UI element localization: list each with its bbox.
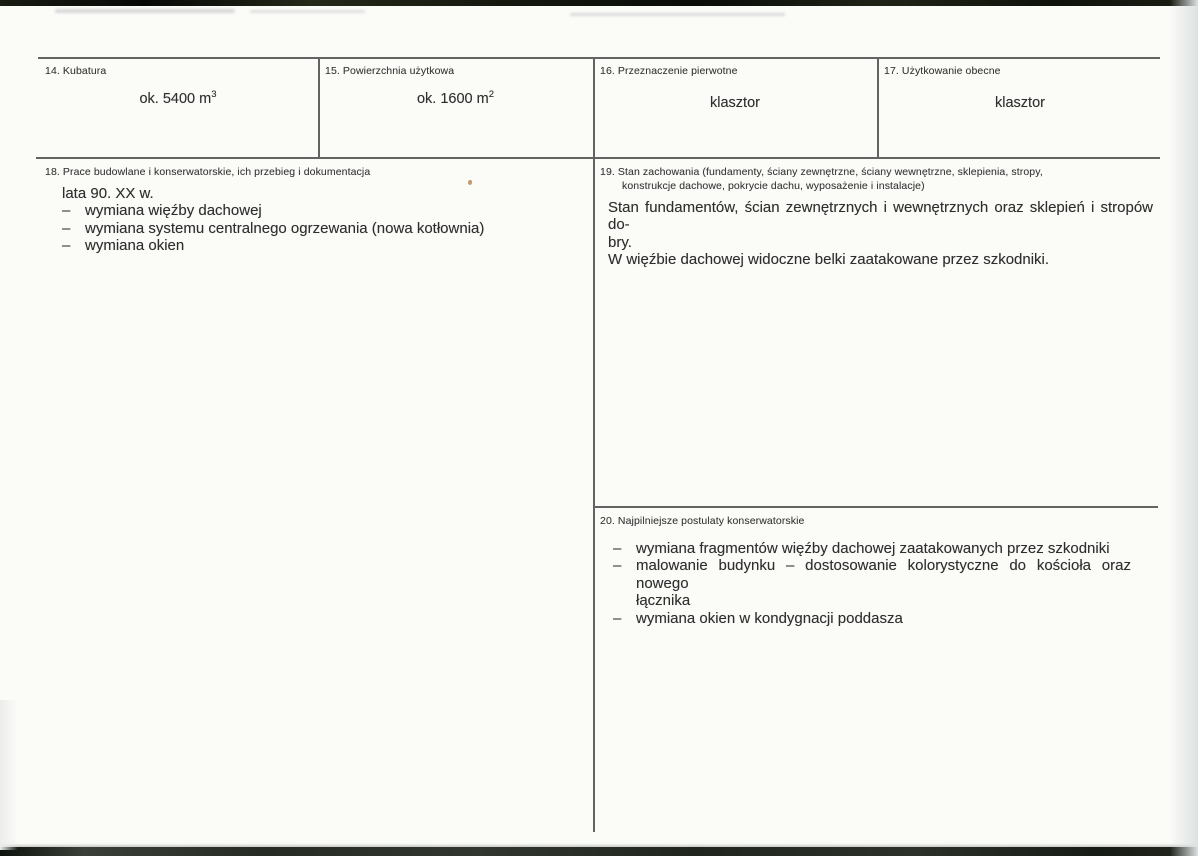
field-19-text-line1: Stan fundamentów, ścian zewnętrznych i wewnętrznych oraz sklepień i stropów do- [608,199,1153,234]
bleed-through-mark [570,13,785,16]
field-19-text-line2: bry. [608,233,632,251]
field-18-intro: lata 90. XX w. [62,185,154,202]
list-item [62,220,582,237]
field-14-kubatura [38,58,318,157]
field-14-value-text: ok. 5400 m [139,91,212,107]
list-item [613,610,1131,627]
field-15-value-text: ok. 1600 m [416,91,489,107]
field-17-label: 17. Użytkowanie obecne [884,65,1001,77]
field-15-powierzchnia [318,58,593,157]
field-18-label: 18. Prace budowlane i konserwatorskie, ich przebieg i dokumentacja [45,166,371,178]
field-16-przeznaczenie [593,58,877,157]
list-item-text [636,557,1131,609]
dash-marker: – [613,540,622,557]
field-15-label: 15. Powierzchnia użytkowa [325,65,455,77]
scan-edge-band-top [0,0,1198,6]
field-16-value: klasztor [710,95,760,111]
field-19-stan-zachowania [593,159,1163,506]
field-14-label: 14. Kubatura [45,65,107,77]
field-19-content [608,199,1153,269]
list-item [62,202,582,219]
field-17-uzytkowanie [877,58,1163,157]
field-19-label-line1: 19. Stan zachowania (fundamenty, ściany zewnętrzne, ściany wewnętrzne, sklepienia, stropy, [600,166,1043,178]
field-14-value [38,91,318,107]
field-20-content [613,540,1131,627]
list-item [62,237,582,254]
dash-marker: – [613,609,622,627]
bleed-through-mark [55,9,235,13]
field-15-value [318,91,593,107]
list-item-text: wymiana fragmentów więźby dachowej zaatakowanych przez szkodniki [636,540,1110,557]
scan-edge-shading-left [0,700,18,850]
field-18-prace-budowlane [38,159,593,829]
dash-marker: – [62,202,71,220]
field-20-label: 20. Najpilniejsze postulaty konserwatorskie [600,515,805,527]
field-19-text-line3: W więźbie dachowej widoczne belki zaatakowane przez szkodniki. [608,251,1050,269]
list-item-text-line1: malowanie budynku – dostosowanie kolorystyczne do kościoła oraz nowego [636,557,1131,592]
field-20-postulaty [593,508,1163,832]
field-14-value-sup: 3 [211,89,217,101]
scan-edge-band-bottom [0,847,1198,856]
list-item-text: wymiana systemu centralnego ogrzewania (nowa kotłownia) [85,219,485,237]
field-18-content [62,185,582,255]
dash-marker: – [62,219,71,237]
list-item [613,557,1131,609]
list-item-text: wymiana więźby dachowej [85,202,262,220]
list-item-text: wymiana okien w kondygnacji poddasza [636,609,903,627]
field-17-value: klasztor [995,95,1045,111]
field-19-label-line2: konstrukcje dachowe, pokrycie dachu, wyposażenie i instalacje) [622,179,925,192]
field-19-label [593,159,1163,193]
field-15-value-sup: 2 [488,89,495,101]
list-item [613,540,1131,557]
dash-marker: – [62,237,71,255]
bleed-through-mark [250,10,365,13]
list-item-text: wymiana okien [85,237,185,255]
dash-marker: – [613,557,622,575]
field-16-label: 16. Przeznaczenie pierwotne [600,65,738,77]
list-item-text-line2: łącznika [636,592,691,610]
scan-edge-shading-right [1170,0,1198,856]
